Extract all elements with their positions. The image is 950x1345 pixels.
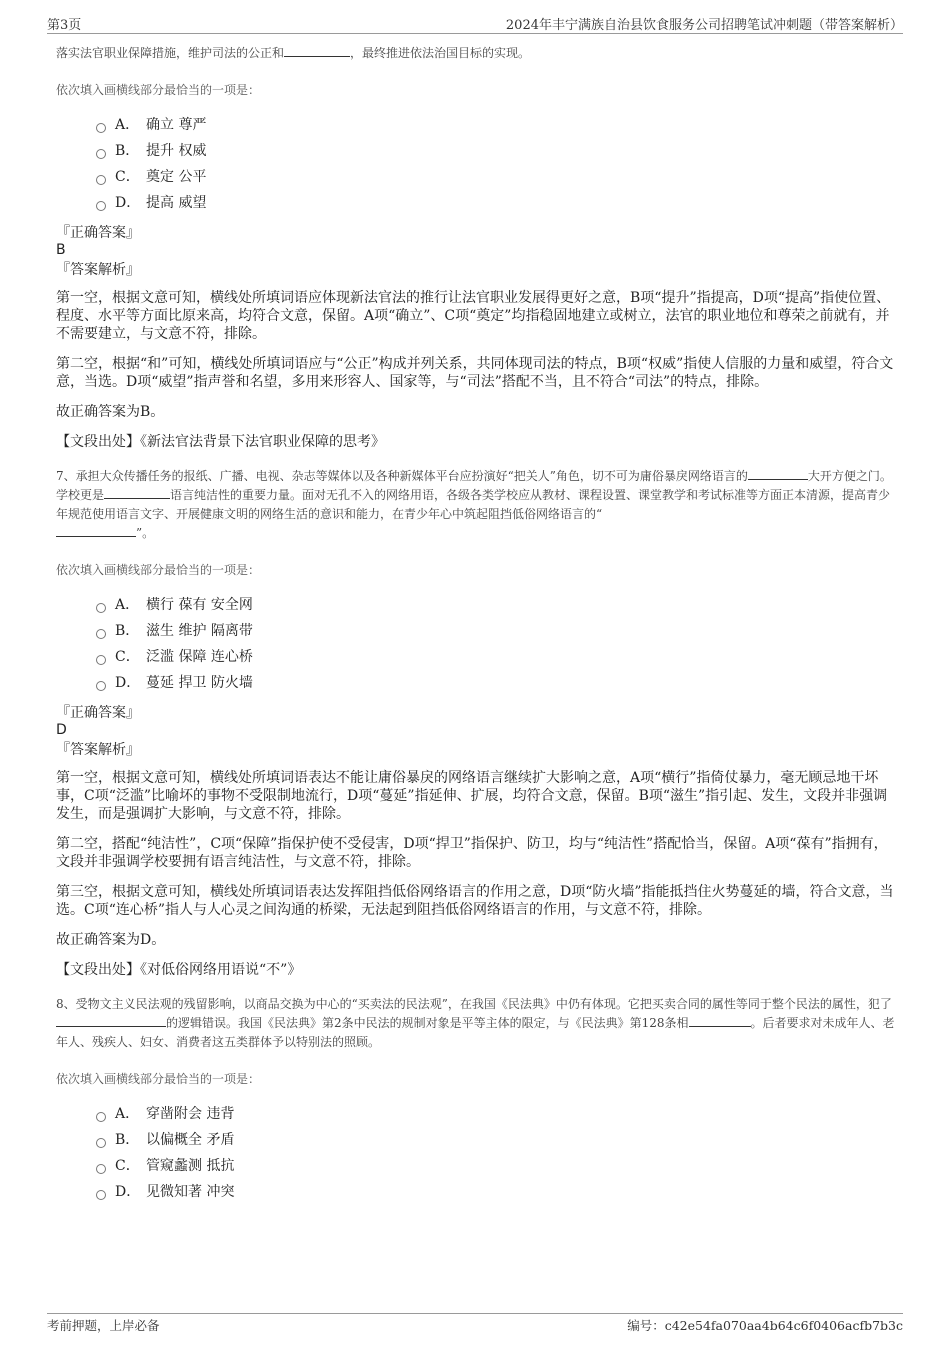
radio-icon[interactable] (96, 201, 106, 211)
q7-options (56, 594, 896, 698)
q7-analysis-3: 第三空，根据文意可知，横线处所填词语表达发挥阻挡低俗网络语言的作用之意，D项“防火墙”指能抵挡住火势蔓延的墙，符合文意，当选。C项“连心桥”指人与人心灵之间沟通的桥梁，无法起到阻挡低俗网络语言的作用，与文意不符，排除。 (56, 884, 894, 918)
radio-icon[interactable] (96, 681, 106, 691)
page-footer (47, 1313, 903, 1333)
q6-analysis-3: 故正确答案为B。 (56, 404, 165, 420)
fill-blank (748, 467, 808, 480)
radio-icon[interactable] (96, 1190, 106, 1200)
fill-blank (284, 44, 350, 57)
q6-ask: 依次填入画横线部分最恰当的一项是： (56, 83, 261, 97)
q7-analysis-label: 『答案解析』 (56, 742, 140, 758)
fill-blank (104, 486, 170, 499)
radio-icon[interactable] (96, 655, 106, 665)
q7-analysis-1: 第一空，根据文意可知，横线处所填词语表达不能让庸俗暴戾的网络语言继续扩大影响之意，A项“横行”指倚仗暴力，毫无顾忌地干坏事，C项“泛滥”比喻坏的事物不受限制地流行，D项“蔓延”指延伸、扩展，均符合文意，保留。B项“滋生”指引起、发生，文段并非强调发生，而是强调扩大影响，与文意不符，排除。 (56, 770, 888, 822)
q6-source: 【文段出处】《新法官法背景下法官职业保障的思考》 (56, 434, 385, 450)
q7-analysis-4: 故正确答案为D。 (56, 932, 166, 948)
q6-option-b[interactable]: B． 提升 权威 (96, 140, 896, 166)
radio-icon[interactable] (96, 149, 106, 159)
q6-option-d[interactable]: D． 提高 威望 (96, 192, 896, 218)
radio-icon[interactable] (96, 123, 106, 133)
document-code: 编号：c42e54fa070aa4b64c6f0406acfb7b3c (627, 1318, 903, 1333)
page-number: 第3页 (47, 18, 82, 33)
radio-icon[interactable] (96, 1112, 106, 1122)
q7-option-d[interactable]: D． 蔓延 捍卫 防火墙 (96, 672, 896, 698)
q6-answer: B (56, 242, 66, 258)
footer-slogan: 考前押题，上岸必备 (47, 1318, 160, 1333)
q6-analysis-label: 『答案解析』 (56, 262, 140, 278)
q7-option-b[interactable]: B． 滋生 维护 隔离带 (96, 620, 896, 646)
q8-options (56, 1103, 896, 1207)
fill-blank (689, 1014, 751, 1027)
radio-icon[interactable] (96, 603, 106, 613)
q8-option-c[interactable]: C． 管窥蠡测 抵抗 (96, 1155, 896, 1181)
q8-ask: 依次填入画横线部分最恰当的一项是： (56, 1072, 261, 1086)
document-body (56, 44, 896, 1213)
fill-blank (56, 1014, 166, 1027)
radio-icon[interactable] (96, 1138, 106, 1148)
q8-option-b[interactable]: B． 以偏概全 矛盾 (96, 1129, 896, 1155)
radio-icon[interactable] (96, 629, 106, 639)
q6-answer-label: 『正确答案』 (56, 225, 140, 241)
q7-answer: D (56, 722, 67, 738)
q8-stem: 8、受物文主义民法观的残留影响，以商品交换为中心的“买卖法的民法观”，在我国《民法典》中仍有体现。它把买卖合同的属性等同于整个民法的属性，犯了的逻辑错误。我国《民法典》第2条中民法的规制对象是平等主体的限定，与《民法典》第128条相 。后者要求对未成年人、老年人、残疾人、妇女、消费者这五类群体予以特别法的照顾。 (56, 997, 895, 1049)
q6-option-c[interactable]: C． 奠定 公平 (96, 166, 896, 192)
q8-option-a[interactable]: A． 穿凿附会 违背 (96, 1103, 896, 1129)
page-header (47, 14, 903, 34)
q8-option-d[interactable]: D． 见微知著 冲突 (96, 1181, 896, 1207)
q7-ask: 依次填入画横线部分最恰当的一项是： (56, 563, 261, 577)
radio-icon[interactable] (96, 1164, 106, 1174)
q7-answer-label: 『正确答案』 (56, 705, 140, 721)
radio-icon[interactable] (96, 175, 106, 185)
q6-option-a[interactable]: A． 确立 尊严 (96, 114, 896, 140)
q7-analysis-2: 第二空，搭配“纯洁性”，C项“保障”指保护使不受侵害，D项“捍卫”指保护、防卫，均与“纯洁性”搭配恰当，保留。A项“葆有”指拥有，文段并非强调学校要拥有语言纯洁性，与文意不符，排除。 (56, 836, 888, 870)
document-title: 2024年丰宁满族自治县饮食服务公司招聘笔试冲刺题（带答案解析） (505, 18, 903, 33)
q6-analysis-1: 第一空，根据文意可知，横线处所填词语应体现新法官法的推行让法官职业发展得更好之意，B项“提升”指提高，D项“提高”指使位置、程度、水平等方面比原来高，均符合文意，保留。A项“确立”、C项“奠定”均指稳固地建立或树立，法官的职业地位和尊荣之前就有，并不需要建立，与文意不符，排除。 (56, 290, 891, 342)
q6-stem: 落实法官职业保障措施，维护司法的公正和 ，最终推进依法治国目标的实现。 (56, 46, 531, 60)
q7-option-a[interactable]: A． 横行 葆有 安全网 (96, 594, 896, 620)
q6-analysis-2: 第二空，根据“和”可知，横线处所填词语应与“公正”构成并列关系，共同体现司法的特点，B项“权威”指使人信服的力量和威望，符合文意，当选。D项“威望”指声誉和名望，多用来形容人、国家等，与“司法”搭配不当，且不符合“司法”的特点，排除。 (56, 356, 894, 390)
q7-option-c[interactable]: C． 泛滥 保障 连心桥 (96, 646, 896, 672)
fill-blank (56, 524, 136, 537)
q6-options (56, 114, 896, 218)
q7-stem: 7、承担大众传播任务的报纸、广播、电视、杂志等媒体以及各种新媒体平台应扮演好“把关人”角色，切不可为庸俗暴戾网络语言的 大开方便之门。学校更是 语言纯洁性的重要力量。面对无孔不入的网络用语，各级各类学校应从教材、课程设置、课堂教学和考试标准等方面正本清源，提高青少年规范使用语言文字、开展健康文明的网络生活的意识和能力，在青少年心中筑起阻挡低俗网络语言的“ ”。 (56, 469, 892, 540)
q7-source: 【文段出处】《对低俗网络用语说“不”》 (56, 962, 302, 978)
